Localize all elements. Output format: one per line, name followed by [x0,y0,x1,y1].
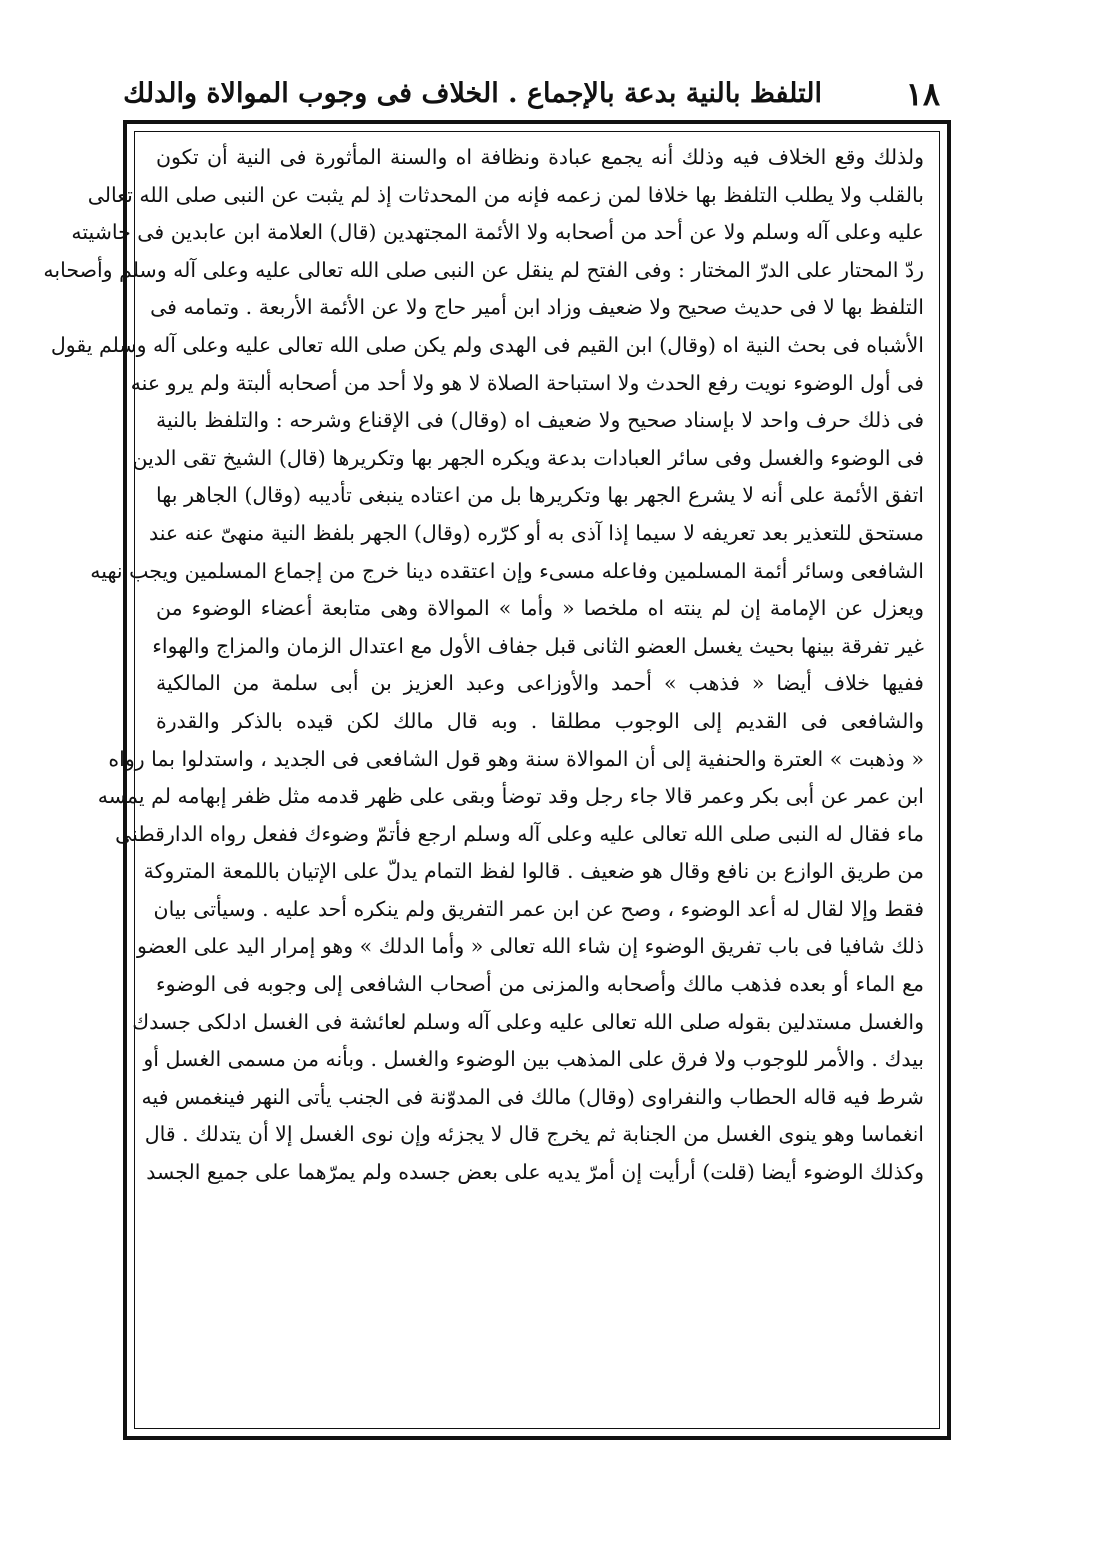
text-line: بالقلب ولا يطلب التلفظ بها خلافا لمن زعمه فإنه من المحدثات إذ لم يثبت عن النبى صلى الله تعالى [87,182,924,207]
text-line: مع الماء أو بعده فذهب مالك وأصحابه والمزنى من أصحاب الشافعى إلى وجوبه فى الوضوء [156,972,924,997]
text-line: ولذلك وقع الخلاف فيه وذلك أنه يجمع عبادة ونظافة اه والسنة المأثورة فى النية أن تكون [156,145,924,169]
running-title: التلفظ بالنية بدعة بالإجماع . الخلاف فى وجوب الموالاة والدلك [123,78,822,109]
text-line: فى أول الوضوء نويت رفع الحدث ولا استباحة الصلاة لا هو ولا أحد من أصحابه ألبتة ولم يرو عنه [130,370,924,395]
text-line: ويعزل عن الإمامة إن لم ينته اه ملخصا « وأما » الموالاة وهى متابعة أعضاء الوضوء من [156,596,924,621]
text-line: « وذهبت » العترة والحنفية إلى أن الموالاة سنة وهو قول الشافعى فى الجديد ، واستدلوا بما رواه [108,746,924,771]
text-line: ففيها خلاف أيضا « فذهب » أحمد والأوزاعى وعبد العزيز بن أبى سلمة من المالكية [156,671,924,696]
text-line: الأشباه فى بحث النية اه (وقال) ابن القيم فى الهدى ولم يكن صلى الله تعالى عليه وعلى آله وسلم يقول [50,332,924,357]
text-line: ماء فقال له النبى صلى الله تعالى عليه وعلى آله وسلم ارجع فأتمّ وضوءك ففعل رواه الدارقطنى [115,821,924,846]
text-line: فقط وإلا لقال له أعد الوضوء ، وصح عن ابن عمر التفريق ولم ينكره أحد عليه . وسيأتى بيان [153,896,924,921]
text-line: والغسل مستدلين بقوله صلى الله تعالى عليه وعلى آله وسلم لعائشة فى الغسل ادلكى جسدك [132,1009,924,1034]
text-line: مستحق للتعذير بعد تعريفه لا سيما إذا آذى به أو كرّره (وقال) الجهر بلفظ النية منهىّ عنه عند [148,520,924,545]
text-line: غير تفرقة بينها بحيث يغسل العضو الثانى قبل جفاف الأول مع اعتدال الزمان والمزاج والهواء [152,633,924,658]
text-line: التلفظ بها لا فى حديث صحيح ولا ضعيف وزاد ابن أمير حاج ولا عن الأئمة الأربعة . وتمامه فى [150,295,924,320]
body-text [43,139,924,1419]
text-line: فى ذلك حرف واحد لا بإسناد صحيح ولا ضعيف اه (وقال) فى الإقناع وشرحه : والتلفظ بالنية [156,408,924,433]
text-line: فى الوضوء والغسل وفى سائر العبادات بدعة ويكره الجهر بها وتكريرها (قال) الشيخ تقى الدين [132,445,924,470]
page-header [123,72,940,118]
text-line: انغماسا وهو ينوى الغسل من الجنابة ثم يخرج قال لا يجزئه وإن نوى الغسل إلا أن يتدلك . قال [144,1122,924,1147]
text-line: ذلك شافيا فى باب تفريق الوضوء إن شاء الله تعالى « وأما الدلك » وهو إمرار اليد على العضو [136,934,924,959]
text-line: عليه وعلى آله وسلم ولا عن أحد من أصحابه ولا الأئمة المجتهدين (قال) العلامة ابن عابدين فى حاشيته [71,220,924,245]
text-line: الشافعى وسائر أئمة المسلمين وفاعله مسىء وإن اعتقده دينا خرج من إجماع المسلمين ويجب نهيه [90,558,924,583]
text-line: بيدك . والأمر للوجوب ولا فرق على المذهب بين الوضوء والغسل . وبأنه من مسمى الغسل أو [143,1047,924,1072]
text-line: شرط فيه قاله الحطاب والنفراوى (وقال) مالك فى المدوّنة فى الجنب يأتى النهر فينغمس فيه [141,1084,924,1109]
text-line: اتفق الأئمة على أنه لا يشرع الجهر بها وتكريرها بل من اعتاده ينبغى تأديبه (وقال) الجاهر بها [156,483,924,508]
text-line: ردّ المحتار على الدرّ المختار : وفى الفتح لم ينقل عن النبى صلى الله تعالى عليه وعلى آله وسلم وأصحابه [43,257,924,282]
text-line: وكذلك الوضوء أيضا (قلت) أرأيت إن أمرّ يديه على بعض جسده ولم يمرّهما على جميع الجسد [146,1160,924,1185]
text-line: والشافعى فى القديم إلى الوجوب مطلقا . وبه قال مالك لكن قيده بالذكر والقدرة [156,708,924,733]
text-line: ابن عمر عن أبى بكر وعمر قالا جاء رجل وقد توضأ وبقى على ظهر قدمه مثل ظفر إبهامه لم يمسه [97,784,924,809]
text-line: من طريق الوازع بن نافع وقال هو ضعيف . قالوا لفظ التمام يدلّ على الإتيان باللمعة المتروكة [143,859,924,884]
page-number: ١٨ [905,75,940,113]
